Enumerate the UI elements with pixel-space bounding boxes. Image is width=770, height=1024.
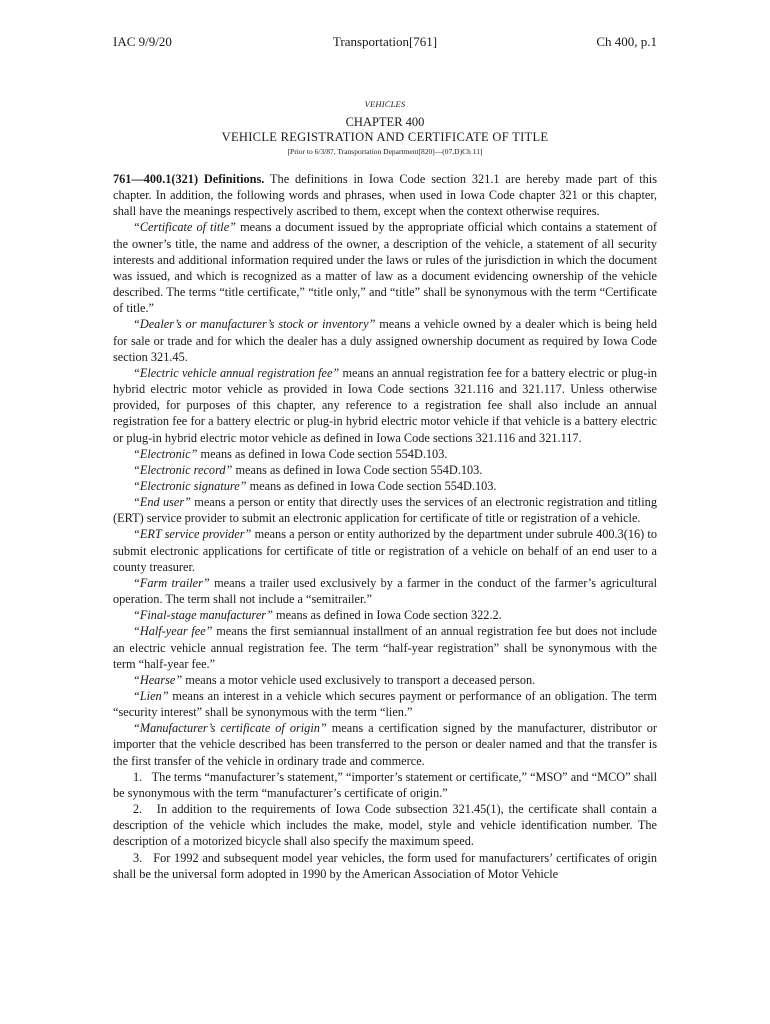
definition-text: means as defined in Iowa Code section 322.2. bbox=[272, 608, 502, 623]
defined-term: “Electronic signature” bbox=[133, 478, 247, 493]
chapter-title: VEHICLE REGISTRATION AND CERTIFICATE OF TITLE bbox=[221, 130, 549, 144]
definition-text: means a vehicle owned by a dealer which is being held for sale or trade and for which the dealer has a duly assigned ownership document as required by Iowa Code section 321.45. bbox=[113, 317, 657, 364]
defined-term: “Hearse” bbox=[133, 672, 183, 687]
paragraph-number: 1. bbox=[133, 769, 143, 784]
chapter-history-note: [Prior to 6/3/87, Transportation Department[820]—(07,D)Ch 11] bbox=[287, 147, 483, 156]
definition-paragraph bbox=[113, 462, 657, 478]
definition-text: means a certification signed by the manufacturer, distributor or importer that the vehicle described has been transferred to the person or dealer named and that the transfer is the first transfer of the vehicle in ordinary trade and commerce. bbox=[113, 721, 657, 768]
defined-term: “Farm trailer” bbox=[133, 575, 210, 590]
definition-text: means a person or entity that directly uses the services of an electronic registration and titling (ERT) service provider to submit an electronic application for certificate of title or registration of a vehicle. bbox=[113, 495, 657, 526]
definition-text: means as defined in Iowa Code section 554D.103. bbox=[197, 446, 448, 461]
definition-paragraph bbox=[113, 623, 657, 671]
paragraph-text: For 1992 and subsequent model year vehicles, the form used for manufacturers’ certificates of origin shall be the universal form adopted in 1990 by the American Association of Motor Vehicle bbox=[113, 850, 657, 881]
header-agency: Transportation[761] bbox=[332, 34, 438, 49]
numbered-paragraph bbox=[113, 801, 657, 849]
definition-paragraph bbox=[113, 219, 657, 316]
definition-text: means a motor vehicle used exclusively to transport a deceased person. bbox=[182, 672, 536, 687]
definition-text: means an annual registration fee for a battery electric or plug-in hybrid electric motor vehicle as provided in Iowa Code sections 321.116 and 321.117. Unless otherwise provided, for purposes of this chapter, any reference to a registration fee shall also include an annual registration fee for a battery electric or plug-in hybrid electric motor vehicle if that vehicle is a battery electric or plug-in hybrid electric motor vehicle as defined in Iowa Code sections 321.116 and 321.117. bbox=[113, 365, 657, 445]
definition-paragraph bbox=[113, 526, 657, 574]
rule-body bbox=[113, 171, 657, 882]
defined-term: “Lien” bbox=[133, 689, 169, 703]
defined-term: “Dealer’s or manufacturer’s stock or inventory” bbox=[133, 317, 376, 332]
definition-text: means a trailer used exclusively by a farmer in the conduct of the farmer’s agricultural operation. The term shall not include a “semitrailer.” bbox=[113, 575, 657, 607]
paragraph-text: The terms “manufacturer’s statement,” “importer’s statement or certificate,” “MSO” and “MCO” shall be synonymous with the term “manufacturer’s certificate of origin.” bbox=[113, 769, 657, 800]
defined-term: “Final-stage manufacturer” bbox=[133, 608, 273, 623]
definition-text: means a person or entity authorized by the department under subrule 400.3(16) to submit electronic applications for certificate of title or registration of a vehicle on behalf of an end user to a county treasurer. bbox=[113, 527, 657, 574]
definition-text: means an interest in a vehicle which secures payment or performance of an obligation. The term “security interest” shall be synonymous with the term “lien.” bbox=[113, 689, 657, 720]
rule-intro-paragraph bbox=[113, 171, 657, 219]
defined-term: “Electronic” bbox=[133, 446, 198, 461]
defined-term: “ERT service provider” bbox=[133, 527, 252, 542]
definition-paragraph bbox=[113, 575, 657, 607]
definition-text: means a document issued by the appropriate official which contains a statement of the owner’s title, the name and address of the owner, a description of the vehicle, a statement of all security interests and additional information required under the laws or rules of the jurisdiction in which the document was issued, and which is recognized as a matter of law as a document evidencing ownership of the vehicle described. The terms “title certificate,” “title only,” and “title” shall be synonymous with the term “Certificate of title.” bbox=[113, 220, 657, 316]
defined-term: “Manufacturer’s certificate of origin” bbox=[133, 721, 327, 736]
numbered-paragraph bbox=[113, 850, 657, 882]
paragraph-number: 3. bbox=[133, 850, 143, 865]
rule-intro-text: The definitions in Iowa Code section 321.1 are hereby made part of this chapter. In addition, the following words and phrases, when used in Iowa Code chapter 321 or this chapter, shall have the meanings respectively ascribed to them, except when the context otherwise requires. bbox=[113, 172, 657, 219]
defined-term: “End user” bbox=[133, 495, 191, 510]
paragraph-number: 2. bbox=[133, 802, 143, 817]
definition-paragraph bbox=[113, 688, 657, 720]
defined-term: “Electric vehicle annual registration fee” bbox=[133, 365, 340, 380]
definition-text: means the first semiannual installment of an annual registration fee but does not include an electric vehicle annual registration fee. The term “half-year registration” shall be synonymous with the term “half-year fee.” bbox=[113, 624, 657, 671]
definition-paragraph bbox=[113, 316, 657, 364]
running-header bbox=[113, 33, 657, 51]
definition-paragraph bbox=[113, 672, 657, 688]
definition-paragraph bbox=[113, 478, 657, 494]
definition-paragraph bbox=[113, 494, 657, 526]
defined-term: “Electronic record” bbox=[133, 462, 233, 477]
subject-label: VEHICLES bbox=[364, 99, 406, 109]
definition-paragraph bbox=[113, 720, 657, 768]
definition-paragraph bbox=[113, 365, 657, 446]
chapter-number: CHAPTER 400 bbox=[345, 115, 425, 129]
rule-number: 761—400.1(321) Definitions. bbox=[113, 172, 265, 186]
defined-term: “Half-year fee” bbox=[133, 624, 213, 639]
chapter-heading bbox=[113, 98, 657, 157]
defined-term: “Certificate of title” bbox=[133, 220, 237, 235]
definition-text: means as defined in Iowa Code section 554D.103. bbox=[232, 462, 483, 477]
header-date: IAC 9/9/20 bbox=[113, 34, 172, 49]
definition-text: means as defined in Iowa Code section 554D.103. bbox=[246, 478, 497, 493]
definition-paragraph bbox=[113, 446, 657, 462]
definition-paragraph bbox=[113, 607, 657, 623]
header-page: Ch 400, p.1 bbox=[596, 34, 657, 49]
paragraph-text: In addition to the requirements of Iowa Code subsection 321.45(1), the certificate shall contain a description of the vehicle which includes the make, model, style and vehicle identification number. The description of a motorized bicycle shall also specify the maximum speed. bbox=[113, 802, 657, 849]
numbered-paragraph bbox=[113, 769, 657, 801]
